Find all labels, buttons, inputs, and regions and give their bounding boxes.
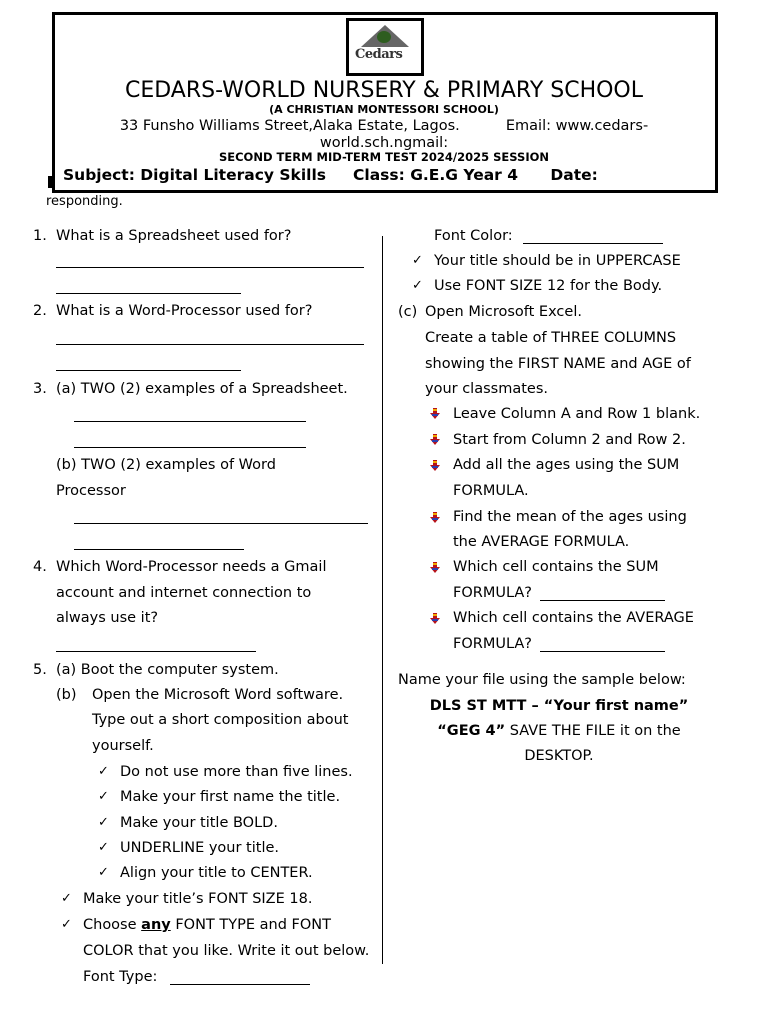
answer-line[interactable]: [56, 651, 256, 652]
q5a-text: (a) Boot the computer system.: [56, 662, 279, 678]
school-email-cont: world.sch.ngmail:: [319, 135, 449, 151]
checkmark-icon: ✓: [98, 865, 109, 880]
font-color-label: Font Color:: [434, 228, 513, 244]
checkmark-icon: ✓: [61, 917, 72, 932]
instruction-item: UNDERLINE your title.: [120, 840, 280, 856]
checkmark-icon: ✓: [61, 891, 72, 906]
font-type-label: Font Type:: [83, 969, 158, 985]
q5b-text-cont: yourself.: [92, 738, 154, 754]
q3b-text-cont: Processor: [56, 483, 126, 499]
instruction-item: Make your title’s FONT SIZE 18.: [83, 891, 313, 907]
q1-text: What is a Spreadsheet used for?: [56, 228, 292, 244]
arrow-bullet-icon: [429, 434, 441, 446]
answer-line[interactable]: [56, 344, 364, 345]
sample-filename: DLS ST MTT – “Your first name”: [429, 698, 689, 714]
answer-line[interactable]: [56, 267, 364, 268]
q5b-text: Open the Microsoft Word software.: [92, 687, 344, 703]
answer-line[interactable]: [56, 370, 241, 371]
instruction-item-cont: COLOR that you like. Write it out below.: [83, 943, 370, 959]
logo-wordmark: Cedars: [355, 47, 403, 62]
q3-number: 3.: [33, 381, 47, 397]
bullet-item: Find the mean of the ages using: [453, 509, 687, 525]
checkmark-icon: ✓: [412, 253, 423, 268]
school-address: 33 Funsho Williams Street,Alaka Estate, Lagos. Email: www.cedars-: [119, 118, 649, 134]
answer-line[interactable]: [56, 293, 241, 294]
q2-number: 2.: [33, 303, 47, 319]
qc-label: (c): [398, 304, 418, 320]
bullet-item: Which cell contains the SUM: [453, 559, 659, 575]
test-title: SECOND TERM MID-TERM TEST 2024/2025 SESSION: [218, 150, 549, 164]
q1-number: 1.: [33, 228, 47, 244]
checkmark-icon: ✓: [98, 840, 109, 855]
q5b-text-cont: Type out a short composition about: [92, 712, 349, 728]
bullet-item: Leave Column A and Row 1 blank.: [453, 406, 701, 422]
checkmark-icon: ✓: [98, 815, 109, 830]
qc-text-cont: showing the FIRST NAME and AGE of: [425, 356, 691, 372]
class: Class: G.E.G Year 4: [353, 166, 518, 184]
checkmark-icon: ✓: [412, 278, 423, 293]
subject-line: [63, 166, 598, 185]
sample-filename-cont: “GEG 4” SAVE THE FILE it on the: [437, 723, 681, 739]
instruction-item: Do not use more than five lines.: [120, 764, 353, 780]
subject: Subject: Digital Literacy Skills: [63, 166, 327, 184]
bullet-item: Which cell contains the AVERAGE: [453, 610, 694, 626]
answer-line[interactable]: [74, 447, 306, 448]
emphasis-any: any: [141, 917, 171, 933]
hidden-text-fragment: [48, 176, 53, 188]
instruction-item: Choose any FONT TYPE and FONT: [83, 917, 331, 933]
bullet-item-cont: FORMULA.: [453, 483, 529, 499]
q4-number: 4.: [33, 559, 47, 575]
answer-line[interactable]: [74, 421, 306, 422]
q4-text-cont: account and internet connection to: [56, 585, 312, 601]
q4-text-cont: always use it?: [56, 610, 159, 626]
bullet-item-cont: the AVERAGE FORMULA.: [453, 534, 630, 550]
sum-cell-blank[interactable]: [540, 600, 665, 601]
logo-tree-shape: [377, 31, 391, 43]
font-color-blank[interactable]: [523, 243, 663, 244]
instruction-item: Use FONT SIZE 12 for the Body.: [434, 278, 663, 294]
arrow-bullet-icon: [429, 512, 441, 524]
school-name: CEDARS-WORLD NURSERY & PRIMARY SCHOOL: [124, 78, 644, 103]
checkmark-icon: ✓: [98, 789, 109, 804]
bullet-item: Start from Column 2 and Row 2.: [453, 432, 686, 448]
q5b-label: (b): [56, 687, 77, 703]
answer-line[interactable]: [74, 523, 368, 524]
q4-text: Which Word-Processor needs a Gmail: [56, 559, 327, 575]
q2-text: What is a Word-Processor used for?: [56, 303, 313, 319]
school-logo: [346, 18, 424, 76]
qc-text-cont: Create a table of THREE COLUMNS: [425, 330, 677, 346]
save-location: DESKTOP.: [524, 748, 594, 764]
arrow-bullet-icon: [429, 460, 441, 472]
answer-line[interactable]: [74, 549, 244, 550]
qc-text: Open Microsoft Excel.: [425, 304, 582, 320]
arrow-bullet-icon: [429, 613, 441, 625]
instruction-item: Make your first name the title.: [120, 789, 341, 805]
arrow-bullet-icon: [429, 408, 441, 420]
instruction-item: Make your title BOLD.: [120, 815, 278, 831]
instruction-item: Your title should be in UPPERCASE: [434, 253, 681, 269]
qc-text-cont: your classmates.: [425, 381, 548, 397]
file-naming-instruction: Name your file using the sample below:: [398, 672, 686, 688]
bullet-item-cont: FORMULA?: [453, 585, 532, 601]
column-divider: [382, 236, 383, 964]
q3b-text: (b) TWO (2) examples of Word: [56, 457, 276, 473]
bullet-item: Add all the ages using the SUM: [453, 457, 680, 473]
q5-number: 5.: [33, 662, 47, 678]
instruction-tail: responding.: [46, 194, 123, 209]
average-cell-blank[interactable]: [540, 651, 665, 652]
instruction-item: Align your title to CENTER.: [120, 865, 313, 881]
bullet-item-cont: FORMULA?: [453, 636, 532, 652]
font-type-blank[interactable]: [170, 984, 310, 985]
school-type: (A CHRISTIAN MONTESSORI SCHOOL): [269, 103, 499, 116]
arrow-bullet-icon: [429, 562, 441, 574]
date: Date:: [550, 166, 598, 184]
checkmark-icon: ✓: [98, 764, 109, 779]
q3a-text: (a) TWO (2) examples of a Spreadsheet.: [56, 381, 348, 397]
